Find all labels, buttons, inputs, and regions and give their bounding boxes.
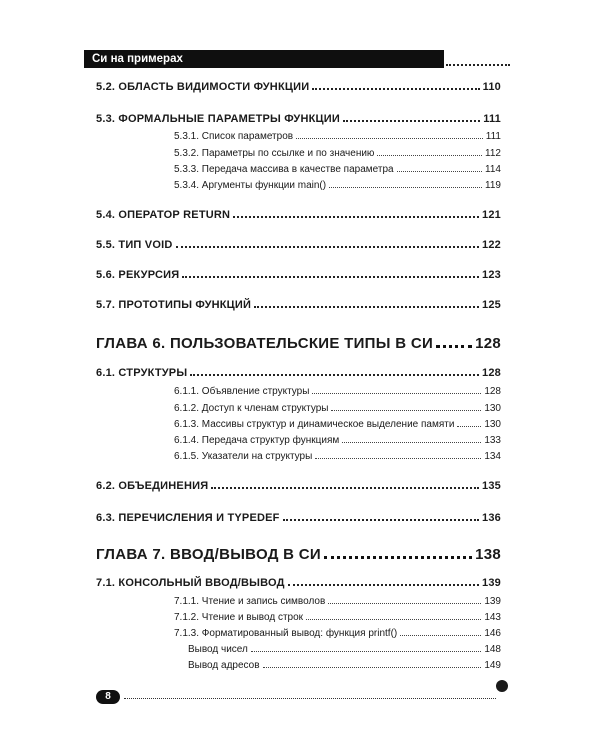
toc-entry-5-2[interactable] [96, 78, 501, 93]
toc-entry-title: 5.7. ПРОТОТИПЫ ФУНКЦИЙ [96, 298, 252, 311]
toc-page-number: 114 [485, 164, 501, 175]
toc-chapter-6[interactable] [96, 331, 501, 352]
toc-leader-dots [328, 594, 481, 604]
toc-entry-title: 6.2. ОБЪЕДИНЕНИЯ [96, 479, 209, 492]
toc-chapter-title: ГЛАВА 7. ВВОД/ВЫВОД В СИ [96, 545, 321, 563]
toc-leader-dots [312, 384, 481, 394]
toc-entry-6-1-2[interactable] [174, 401, 501, 414]
toc-chapter-title: ГЛАВА 6. ПОЛЬЗОВАТЕЛЬСКИЕ ТИПЫ В СИ [96, 334, 434, 352]
toc-entry-7-1-2[interactable] [174, 610, 501, 623]
toc-entry-title: 5.3.2. Параметры по ссылке и по значению [174, 148, 375, 159]
toc-entry-title: 6.1. СТРУКТУРЫ [96, 366, 188, 379]
toc-leader-dots [329, 178, 482, 188]
toc-entry-7-1[interactable] [96, 574, 501, 589]
toc-leader-dots [182, 266, 479, 278]
toc-entry-6-2[interactable] [96, 477, 501, 492]
toc-page-number: 133 [484, 435, 501, 446]
toc-entry-title: 5.3.4. Аргументы функции main() [174, 180, 327, 191]
footer-dotted-rule [124, 698, 496, 699]
toc-entry-7-1-1[interactable] [174, 594, 501, 607]
toc-page-number: 135 [482, 479, 501, 492]
toc-entry-title: 6.1.2. Доступ к членам структуры [174, 403, 329, 414]
toc-entry-5-3-3[interactable] [174, 162, 501, 175]
toc-entry-6-1-5[interactable] [174, 449, 501, 462]
page-number-badge: 8 [96, 690, 120, 704]
toc-entry-output-numbers[interactable] [188, 642, 501, 655]
toc-page-number: 136 [482, 511, 501, 524]
toc-entry-5-3-2[interactable] [174, 146, 501, 159]
toc-leader-dots [176, 236, 480, 248]
toc-leader-dots [211, 477, 479, 489]
running-header: Си на примерах [84, 50, 444, 68]
toc-entry-title: 6.3. ПЕРЕЧИСЛЕНИЯ И TYPEDEF [96, 511, 280, 524]
toc-page-number: 128 [484, 386, 501, 397]
toc-entry-title: 5.5. ТИП VOID [96, 238, 173, 251]
toc-entry-title: 6.1.3. Массивы структур и динамическое выделение памяти [174, 419, 455, 430]
toc-leader-dots [263, 658, 482, 668]
toc-leader-dots [254, 296, 479, 308]
toc-page-number: 111 [485, 131, 501, 142]
toc-entry-title: 7.1.1. Чтение и запись символов [174, 596, 326, 607]
footer-bullet-icon [496, 680, 508, 692]
toc-page-number: 110 [482, 80, 501, 93]
toc-entry-title: 5.3.1. Список параметров [174, 131, 294, 142]
toc-leader-dots [457, 417, 481, 427]
toc-entry-output-addresses[interactable] [188, 658, 501, 671]
toc-entry-title: 5.6. РЕКУРСИЯ [96, 268, 180, 281]
toc-entry-title: 6.1.4. Передача структур функциям [174, 435, 340, 446]
toc-entry-6-3[interactable] [96, 509, 501, 524]
toc-entry-title: 7.1. КОНСОЛЬНЫЙ ВВОД/ВЫВОД [96, 576, 285, 589]
toc-leader-dots [342, 433, 481, 443]
toc-entry-title: 5.4. ОПЕРАТОР RETURN [96, 208, 231, 221]
header-dotted-rule [446, 64, 510, 66]
toc-leader-dots [283, 509, 479, 521]
toc-entry-6-1-1[interactable] [174, 384, 501, 397]
toc-page-number: 134 [484, 451, 501, 462]
toc-leader-dots [190, 364, 479, 376]
toc-entry-5-3[interactable] [96, 110, 501, 125]
toc-chapter-7[interactable] [96, 542, 501, 563]
toc-page-number: 128 [482, 366, 501, 379]
toc-leader-dots [331, 401, 481, 411]
toc-entry-5-3-4[interactable] [174, 178, 501, 191]
toc-leader-dots [397, 162, 482, 172]
toc-leader-dots [343, 110, 480, 122]
toc-leader-dots [315, 449, 481, 459]
toc-entry-5-6[interactable] [96, 266, 501, 281]
toc-page-number: 149 [484, 660, 501, 671]
toc-entry-title: 5.3.3. Передача массива в качестве параметра [174, 164, 394, 175]
toc-entry-7-1-3[interactable] [174, 626, 501, 639]
toc-entry-title: 7.1.3. Форматированный вывод: функция printf() [174, 628, 398, 639]
toc-page-number: 119 [485, 180, 501, 191]
toc-leader-dots [306, 610, 481, 620]
toc-page-number: 148 [484, 644, 501, 655]
toc-entry-title: 6.1.1. Объявление структуры [174, 386, 310, 397]
toc-entry-6-1[interactable] [96, 364, 501, 379]
toc-leader-dots [324, 542, 472, 559]
toc-entry-title: 7.1.2. Чтение и вывод строк [174, 612, 304, 623]
toc-page-number: 138 [475, 545, 501, 563]
toc-page-number: 125 [482, 298, 501, 311]
toc-entry-6-1-4[interactable] [174, 433, 501, 446]
toc-leader-dots [312, 78, 479, 90]
toc-page-number: 130 [484, 419, 501, 430]
toc-page-number: 139 [482, 576, 501, 589]
toc-page-number: 111 [483, 112, 501, 125]
toc-page-number: 112 [485, 148, 501, 159]
toc-entry-title: 5.2. ОБЛАСТЬ ВИДИМОСТИ ФУНКЦИИ [96, 80, 310, 93]
toc-page-number: 130 [484, 403, 501, 414]
toc-page-number: 121 [482, 208, 501, 221]
toc-entry-title: Вывод адресов [188, 660, 260, 671]
toc-leader-dots [233, 206, 479, 218]
toc-entry-5-7[interactable] [96, 296, 501, 311]
toc-leader-dots [377, 146, 482, 156]
toc-leader-dots [251, 642, 481, 652]
toc-entry-5-3-1[interactable] [174, 129, 501, 142]
toc-entry-5-4[interactable] [96, 206, 501, 221]
toc-entry-5-5[interactable] [96, 236, 501, 251]
toc-page-number: 146 [484, 628, 501, 639]
toc-entry-title: Вывод чисел [188, 644, 248, 655]
toc-leader-dots [400, 626, 481, 636]
toc-entry-title: 5.3. ФОРМАЛЬНЫЕ ПАРАМЕТРЫ ФУНКЦИИ [96, 112, 340, 125]
toc-leader-dots [288, 574, 479, 586]
toc-entry-title: 6.1.5. Указатели на структуры [174, 451, 313, 462]
toc-page-number: 122 [482, 238, 501, 251]
toc-leader-dots [296, 129, 483, 139]
toc-page-number: 128 [475, 334, 501, 352]
toc-leader-dots [436, 331, 472, 348]
toc-page-number: 143 [484, 612, 501, 623]
toc-page-number: 123 [482, 268, 501, 281]
toc-entry-6-1-3[interactable] [174, 417, 501, 430]
toc-page-number: 139 [484, 596, 501, 607]
